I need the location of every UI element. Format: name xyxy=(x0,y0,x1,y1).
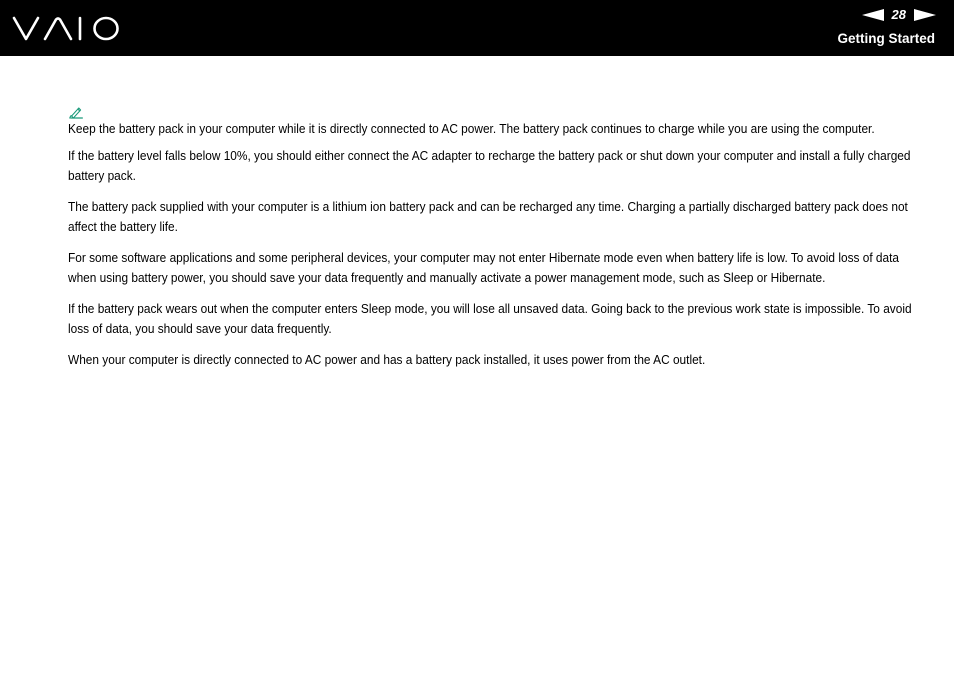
section-title: Getting Started xyxy=(837,31,935,46)
paragraph-low-battery: If the battery level falls below 10%, you should either connect the AC adapter to recharge the battery pack or shut down your computer and install a fully charged battery pack. xyxy=(68,148,911,183)
vaio-logo xyxy=(12,16,120,41)
page-content xyxy=(68,106,920,370)
previous-page-arrow-icon[interactable] xyxy=(862,9,884,21)
paragraph-hibernate: For some software applications and some peripheral devices, your computer may not enter Hibernate mode even when battery life is low. To avoid loss of data when using battery power, you should save your data frequently and manually activate a power management mode, such as Sleep or Hibernate. xyxy=(68,250,900,285)
next-page-arrow-icon[interactable] xyxy=(914,9,936,21)
paragraph-lithium-ion: The battery pack supplied with your computer is a lithium ion battery pack and can be recharged any time. Charging a partially discharged battery pack does not affect the battery life. xyxy=(68,199,908,234)
note-text: Keep the battery pack in your computer while it is directly connected to AC power. The battery pack continues to charge while you are using the computer. xyxy=(68,121,875,136)
page-number: 28 xyxy=(891,7,906,22)
paragraph-sleep-mode: If the battery pack wears out when the computer enters Sleep mode, you will lose all unsaved data. Going back to the previous work state is impossible. To avoid loss of data, you should save your data frequently. xyxy=(68,301,912,336)
paragraph-ac-power: When your computer is directly connected to AC power and has a battery pack installed, it uses power from the AC outlet. xyxy=(68,352,706,367)
page-header xyxy=(0,0,954,56)
page-navigation xyxy=(862,8,936,22)
note-pencil-icon xyxy=(68,106,86,120)
